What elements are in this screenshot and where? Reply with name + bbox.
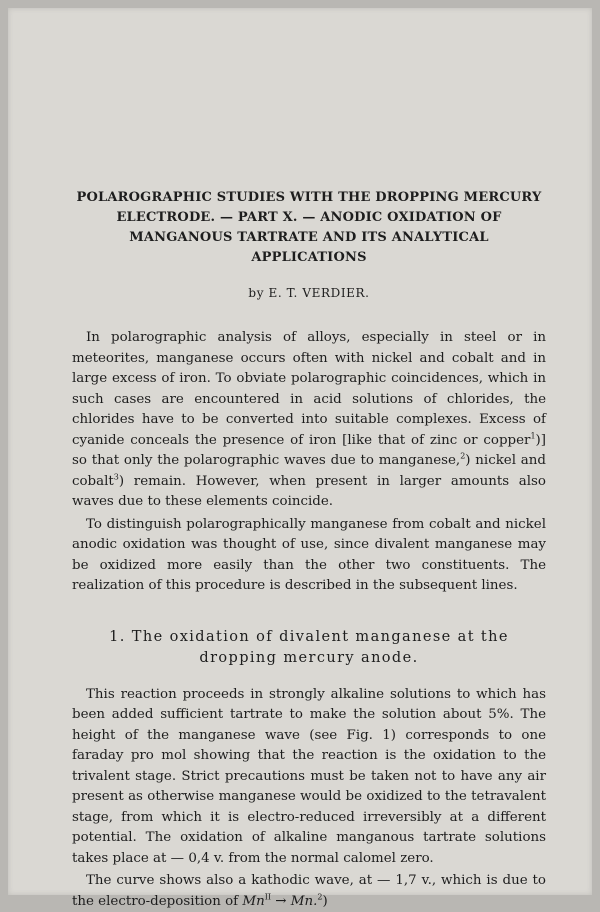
intro-text-c: ) nickel and cobalt [72, 453, 546, 489]
section-number: 1. [109, 628, 126, 645]
footnote-ref-3: 3 [113, 472, 119, 482]
intro-paragraph-2: To distinguish polarographically manganese from cobalt and nickel anodic oxidation was thought of use, since divalent manganese may be oxidized more easily than the other two constituents. The realization of this procedure is described in the subsequent lines. [72, 516, 546, 593]
section-title: The oxidation of divalent manganese at the dropping mercury anode. [131, 628, 509, 666]
intro-text-b: )] so that only the polarographic waves due to manganese, [72, 432, 546, 468]
section-text-a: The curve shows also a kathodic wave, at — 1,7 v., which is due to the electro-deposition of [72, 873, 546, 909]
section-paragraph-1: This reaction proceeds in strongly alkaline solutions to which has been added sufficient tartrate to make the solution about 5%. The height of the manganese wave (see Fig. 1) corresponds to one faraday pro mol showing that the reaction is the oxidation to the trivalent stage. Strict precautions must be taken not to have any air present as otherwise manganese would be oxidized to the tetravalent stage, from which it is electro-reduced irreversibly at a different potential. The oxidation of alkaline manganous tartrate solutions takes place at — 0,4 v. from the normal calomel zero. [72, 686, 546, 866]
math-mn-2: Mn. [290, 893, 318, 909]
footnote-ref-1: 1 [530, 431, 536, 441]
footnote-ref-2b: 2 [317, 892, 323, 902]
paper-content [72, 188, 546, 912]
math-mn-1: Mn [242, 893, 265, 909]
intro-paragraph-1 [72, 328, 546, 513]
author-line: by E. T. VERDIER. [248, 286, 370, 300]
footnote-ref-2: 2 [460, 451, 466, 461]
intro-text-a: In polarographic analysis of alloys, especially in steel or in meteorites, manganese occurs often with nickel and cobalt and in large excess of iron. To obviate polarographic coincidences, which in such cases are encountered in acid solutions of chlorides, the chlorides have to be converted into suitable complexes. Excess of cyanide conceals the presence of iron [like that of zinc or copper [72, 330, 546, 448]
math-arrow: → [271, 893, 291, 909]
section-paragraph-2 [72, 871, 546, 912]
document-page [8, 8, 592, 909]
section-heading [72, 627, 546, 669]
section-text-end: ) [322, 893, 328, 909]
intro-text-d: ) remain. However, when present in larger amounts also waves due to these elements coincide. [72, 473, 546, 509]
paper-title: POLAROGRAPHIC STUDIES WITH THE DROPPING MERCURY ELECTRODE. — PART X. — ANODIC OXIDATION OF MANGANOUS TARTRATE AND ITS ANALYTICAL APPLICATIONS [76, 190, 542, 265]
math-superscript-ii: II [264, 892, 272, 902]
